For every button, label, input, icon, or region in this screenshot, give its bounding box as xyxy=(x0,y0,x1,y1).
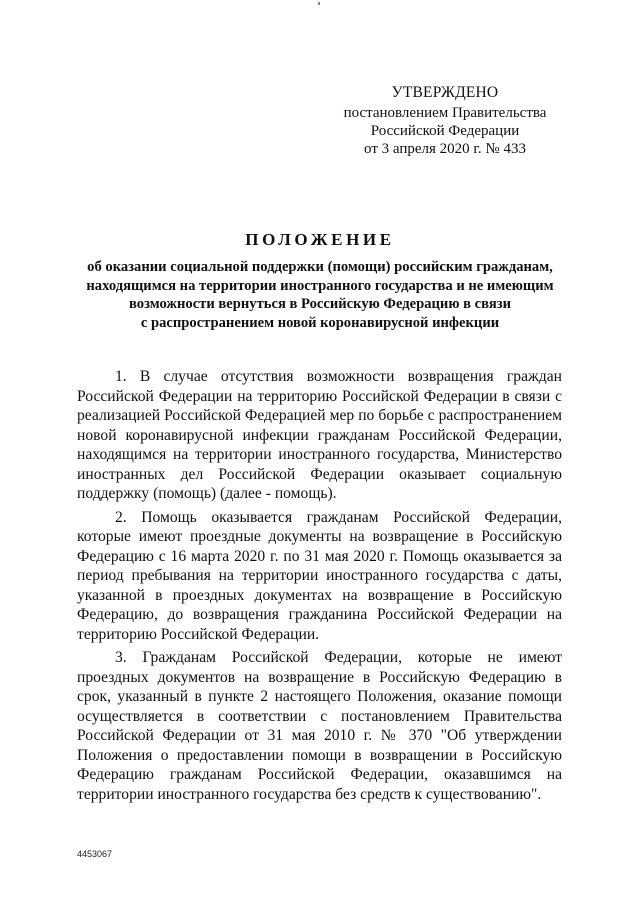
approval-line-3: от 3 апреля 2020 г. № 433 xyxy=(364,141,526,157)
approval-stamp xyxy=(330,84,560,158)
paragraph-1: 1. В случае отсутствия возможности возвращения граждан Российской Федерации на территорию Российской Федерации в связи с реализацией Российской Федерацией мер по борьбе с распространением новой коронавирусной инфекции гражданам Российской Федерации, находящимся на территории иностранного государства, Министерство иностранных дел Российской Федерации оказывает социальную поддержку (помощь) (далее - помощь). xyxy=(77,368,562,502)
approval-line-1: постановлением Правительства xyxy=(343,105,547,121)
footer-code: 4453067 xyxy=(77,849,113,859)
document-title: ПОЛОЖЕНИЕ xyxy=(245,230,395,249)
subtitle-line: возможности вернуться в Российскую Федерацию в связи xyxy=(129,296,511,312)
document-subtitle xyxy=(75,258,565,332)
approval-heading: УТВЕРЖДЕНО xyxy=(391,84,499,101)
subtitle-line: с распространением новой коронавирусной инфекции xyxy=(140,314,500,331)
subtitle-line: об оказании социальной поддержки (помощи) российским гражданам, xyxy=(87,259,553,275)
document-body xyxy=(77,367,562,808)
approval-line-2: Российской Федерации xyxy=(370,123,520,139)
paragraph-3: 3. Гражданам Российской Федерации, которые не имеют проездных документов на возвращение в Российскую Федерацию в срок, указанный в пункте 2 настоящего Положения, оказание помощи осуществляется в соответствии с постановлением Правительства Российской Федерации от 31 мая 2010 г. № 370 "Об утверждении Положения о предоставлении помощи в возвращении в Российскую Федерацию гражданам Российской Федерации, оказавшимся на территории иностранного государства без средств к существованию". xyxy=(77,649,562,803)
paragraph-2: 2. Помощь оказывается гражданам Российской Федерации, которые имеют проездные документы на возвращение в Российскую Федерацию с 16 марта 2020 г. по 31 мая 2020 г. Помощь оказывается за период пребывания на территории иностранного государства с даты, указанной в проездных документах на возвращение в Российскую Федерацию, до возвращения гражданина Российской Федерации на территорию Российской Федерации. xyxy=(77,508,562,643)
scan-mark xyxy=(318,2,320,5)
subtitle-line: находящимся на территории иностранного государства и не имеющим xyxy=(86,277,554,294)
